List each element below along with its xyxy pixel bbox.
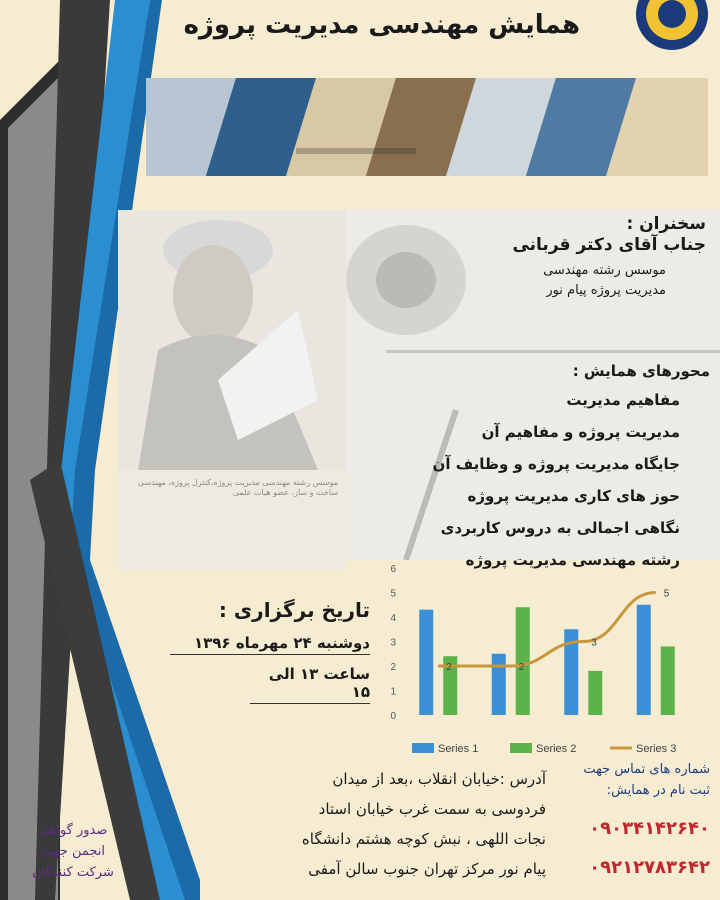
side-note-line: صدور گواهی [38,823,108,838]
data-label: 2 [518,662,525,673]
contact-label-1: شماره های تماس جهت [583,762,710,777]
series-line [438,593,656,667]
side-note-line: شرکت کنندگان [32,865,114,880]
bar [588,671,602,715]
legend-label: Series 2 [536,743,577,755]
y-tick-label: 6 [390,564,396,575]
speaker-info-1: موسس رشته مهندسی [543,262,666,278]
data-label: 3 [591,637,597,649]
date-heading: تاریخ برگزاری : [218,598,370,622]
speaker-info-2: مدیریت پروژه پیام نور [546,282,666,298]
data-label: 2 [446,662,452,673]
topic-item: نگاهی اجمالی به دروس کاربردی [440,519,680,537]
topic-item: مدیریت پروژه و مفاهیم آن [481,423,680,441]
phone-number[interactable]: ۰۹۲۱۲۷۸۳۶۴۲ [589,857,710,878]
topics-heading: محورهای همایش : [572,362,710,380]
engineer-photo-graphic [118,210,346,470]
y-tick-label: 0 [390,711,396,722]
y-tick-label: 3 [390,637,396,649]
contact-label-2: ثبت نام در همایش: [606,783,710,798]
topic-item: حوز های کاری مدیریت پروژه [467,487,680,505]
topic-item: رشته مهندسی مدیریت پروژه [465,551,680,569]
event-day: دوشنبه ۲۴ مهرماه ۱۳۹۶ [170,634,370,655]
data-label: 5 [663,588,670,600]
topic-item: جایگاه مدیریت پروژه و وظایف آن [432,455,680,473]
topic-item: مفاهیم مدیریت [566,391,680,409]
y-tick-label: 1 [390,686,396,698]
address-line: نجات اللهی ، نبش کوچه هشتم دانشگاه [301,830,546,848]
university-logo [600,0,720,52]
event-time: ساعت ۱۳ الی ۱۵ [250,665,370,704]
legend-label: Series 3 [636,743,677,755]
address-line: آدرس :خیابان انقلاب ،بعد از میدان [332,770,546,788]
bar [419,610,433,715]
legend-swatch [412,743,434,753]
side-note-line: انجمن جهت [41,844,105,859]
address-line: فردوسی به سمت غرب خیابان استاد [318,800,546,818]
speaker-name: جناب آقای دکتر قربانی [512,235,706,256]
page-title: همایش مهندسی مدیریت پروژه [183,10,580,40]
bar [492,654,506,715]
y-tick-label: 5 [390,588,396,600]
legend-swatch [510,743,532,753]
y-tick-label: 2 [390,662,396,673]
speakers-heading: سخنران : [626,214,706,234]
chart [362,560,700,760]
legend-label: Series 1 [438,743,479,755]
bar [661,646,675,715]
y-tick-label: 4 [390,613,396,624]
speaker-photo [118,210,346,570]
bar [637,605,651,715]
header-banner-image [146,78,708,176]
phone-number[interactable]: ۰۹۰۳۴۱۴۲۶۴۰ [589,818,710,839]
address-line: پیام نور مرکز تهران جنوب سالن آمفی [308,860,546,878]
photo-caption: موسس رشته مهندسی مدیریت پروژه،کنترل پروژه، مهندسی ساخت و ساز، عضو هیات علمی [137,478,338,498]
